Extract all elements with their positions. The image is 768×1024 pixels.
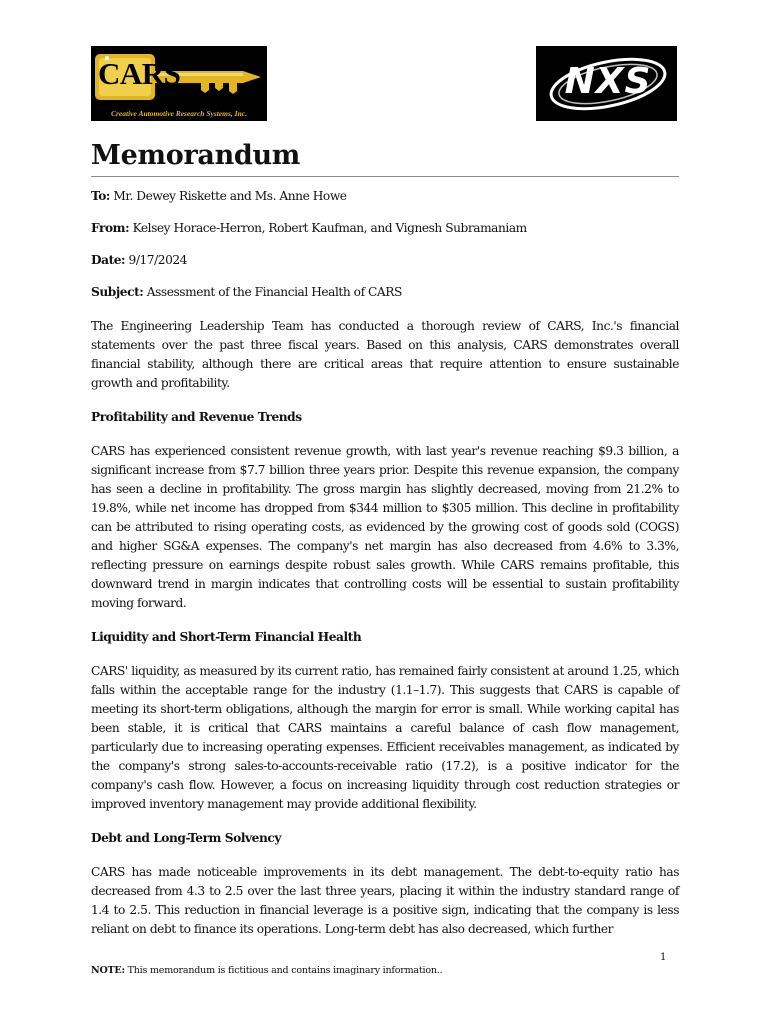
section-text-liquidity: CARS' liquidity, as measured by its current ratio, has remained fairly consistent at around 1.25, which falls within the acceptable range for the industry (1.1–1.7). This suggests that CARS is capable of meeting its short-term obligations, although the margin for error is small. While working capital has been stable, it is critical that CARS maintains a careful balance of cash flow management, particularly due to increasing operating expenses. Efficient receivables management, as indicated by the company's strong sales-to-accounts-receivable ratio (17.2), is a positive indicator for the company's cash flow. However, a focus on increasing liquidity through cost reduction strategies or improved inventory management may provide additional flexibility. — [91, 664, 679, 811]
memo-date-line — [91, 251, 679, 270]
memo-subject-value: Assessment of the Financial Health of CARS — [146, 285, 402, 299]
memo-from-line — [91, 219, 679, 238]
nxs-logo — [536, 46, 677, 121]
section-text-profitability: CARS has experienced consistent revenue growth, with last year's revenue reaching $9.3 billion, a significant increase from $7.7 billion three years prior. Despite this revenue expansion, the company has seen a decline in profitability. The gross margin has slightly decreased, moving from 21.2% to 19.8%, while net income has dropped from $344 million to $305 million. This decline in profitability can be attributed to rising operating costs, as evidenced by the growing cost of goods sold (COGS) and higher SG&A expenses. The company's net margin has also decreased from 4.6% to 3.3%, reflecting pressure on earnings despite robust sales growth. While CARS remains profitable, this downward trend in margin indicates that controlling costs will be essential to sustain profitability moving forward. — [91, 444, 679, 610]
cars-logo-word: CARS — [98, 56, 181, 91]
memo-to-line — [91, 187, 679, 206]
section-heading-profitability: Profitability and Revenue Trends — [91, 410, 302, 424]
memo-from-value: Kelsey Horace-Herron, Robert Kaufman, and Vignesh Subramaniam — [132, 221, 527, 235]
footnote — [91, 965, 442, 976]
footnote-text: This memorandum is fictitious and contains imaginary information.. — [127, 965, 443, 976]
section-heading-debt: Debt and Long-Term Solvency — [91, 831, 281, 845]
page-number: 1 — [660, 952, 667, 963]
section-heading-liquidity: Liquidity and Short-Term Financial Health — [91, 630, 362, 644]
memo-subject-line — [91, 283, 679, 302]
page-title: Memorandum — [91, 140, 301, 171]
intro-paragraph: The Engineering Leadership Team has conducted a thorough review of CARS, Inc.'s financial statements over the past three fiscal years. Based on this analysis, CARS demonstrates overall financial stability, although there are critical areas that require attention to ensure sustainable growth and profitability. — [91, 319, 679, 390]
nxs-logo-word: NXS — [564, 61, 652, 102]
memo-date-label: Date: — [91, 253, 126, 267]
memo-to-value: Mr. Dewey Riskette and Ms. Anne Howe — [113, 189, 347, 203]
title-divider — [91, 176, 679, 177]
cars-logo-tagline: Creative Automotive Research Systems, Inc. — [111, 109, 247, 118]
cars-logo — [91, 46, 267, 121]
memo-content — [91, 187, 679, 939]
memo-from-label: From: — [91, 221, 130, 235]
section-text-debt: CARS has made noticeable improvements in its debt management. The debt-to-equity ratio has decreased from 4.3 to 2.5 over the last three years, placing it within the industry standard range of 1.4 to 2.5. This reduction in financial leverage is a positive sign, indicating that the company is less reliant on debt to finance its operations. Long-term debt has also decreased, which further — [91, 865, 679, 936]
footnote-label: NOTE: — [91, 965, 125, 976]
memo-subject-label: Subject: — [91, 285, 144, 299]
memo-to-label: To: — [91, 189, 110, 203]
memo-date-value: 9/17/2024 — [128, 253, 187, 267]
